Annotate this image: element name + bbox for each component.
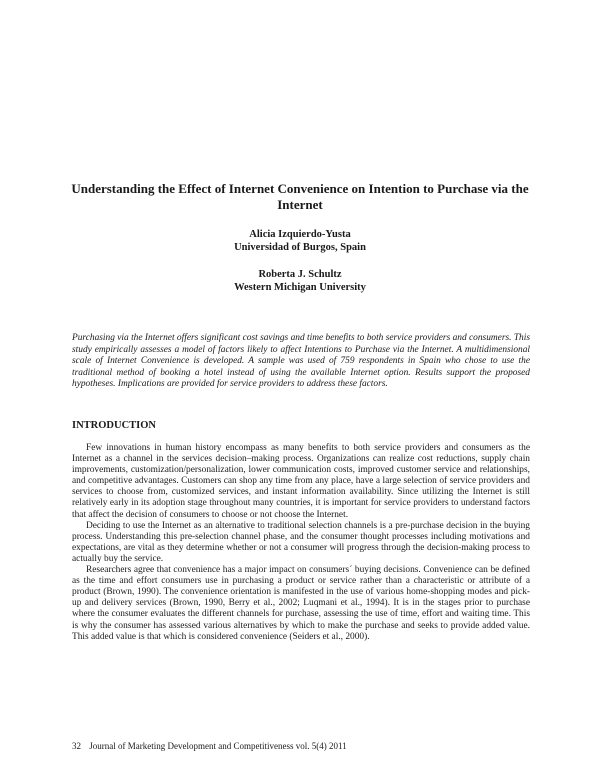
- journal-citation: Journal of Marketing Development and Competitiveness vol. 5(4) 2011: [89, 741, 347, 751]
- body-paragraph: Researchers agree that convenience has a major impact on consumers´ buying decisions. Convenience can be defined as the time and effort consumers use in purchasing a product or service rather than a characteristic or attribute of a product (Brown, 1990). The convenience orientation is manifested in the use of various home-shopping modes and pick-up and delivery services (Brown, 1990, Berry et al., 2002; Luqmani et al., 1994). It is in the stages prior to purchase where the consumer evaluates the different channels for purchase, assessing the use of time, effort and waiting time. This is why the consumer has assessed various alternatives by which to make the purchase and seeks to provide added value. This added value is that which is considered convenience (Seiders et al., 2000).: [72, 565, 530, 642]
- paper-title: Understanding the Effect of Internet Convenience on Intention to Purchase via the Internet: [71, 181, 529, 212]
- page-number: 32: [72, 741, 81, 751]
- author-affiliation: Western Michigan University: [234, 282, 366, 293]
- section-heading-introduction: INTRODUCTION: [72, 420, 157, 431]
- author-block-1: [100, 228, 500, 254]
- introduction-body: [72, 443, 530, 643]
- author-affiliation: Universidad of Burgos, Spain: [234, 242, 366, 253]
- body-paragraph: Deciding to use the Internet as an alternative to traditional selection channels is a pre-purchase decision in the buying process. Understanding this pre-selection channel phase, and the consumer thought processes including motivations and expectations, are vital as they determine whether or not a consumer will progress through the decision-making process to actually buy the service.: [72, 520, 530, 564]
- author-block-2: [100, 268, 500, 294]
- author-name: Alicia Izquierdo-Yusta: [249, 229, 351, 240]
- page-footer: [72, 741, 353, 752]
- author-name: Roberta J. Schultz: [258, 269, 342, 280]
- body-paragraph: Few innovations in human history encompass as many benefits to both service providers and consumers as the Internet as a channel in the services decision–making process. Organizations can realize cost reductions, supply chain improvements, customization/personalization, lower communication costs, improved customer service and relationships, and competitive advantages. Customers can shop any time from any place, have a large selection of service providers and services to choose from, customized services, and instant information availability. Since utilizing the Internet is still relatively early in its adoption stage throughout many countries, it is important for service providers to understand factors that affect the decision of consumers to choose or not choose the Internet.: [72, 443, 530, 520]
- abstract: Purchasing via the Internet offers significant cost savings and time benefits to both service providers and consumers. This study empirically assesses a model of factors likely to affect Intentions to Purchase via the Internet. A multidimensional scale of Internet Convenience is developed. A sample was used of 759 respondents in Spain who chose to use the traditional method of booking a hotel instead of using the available Internet option. Results support the proposed hypotheses. Implications are provided for service providers to address these factors.: [72, 333, 530, 390]
